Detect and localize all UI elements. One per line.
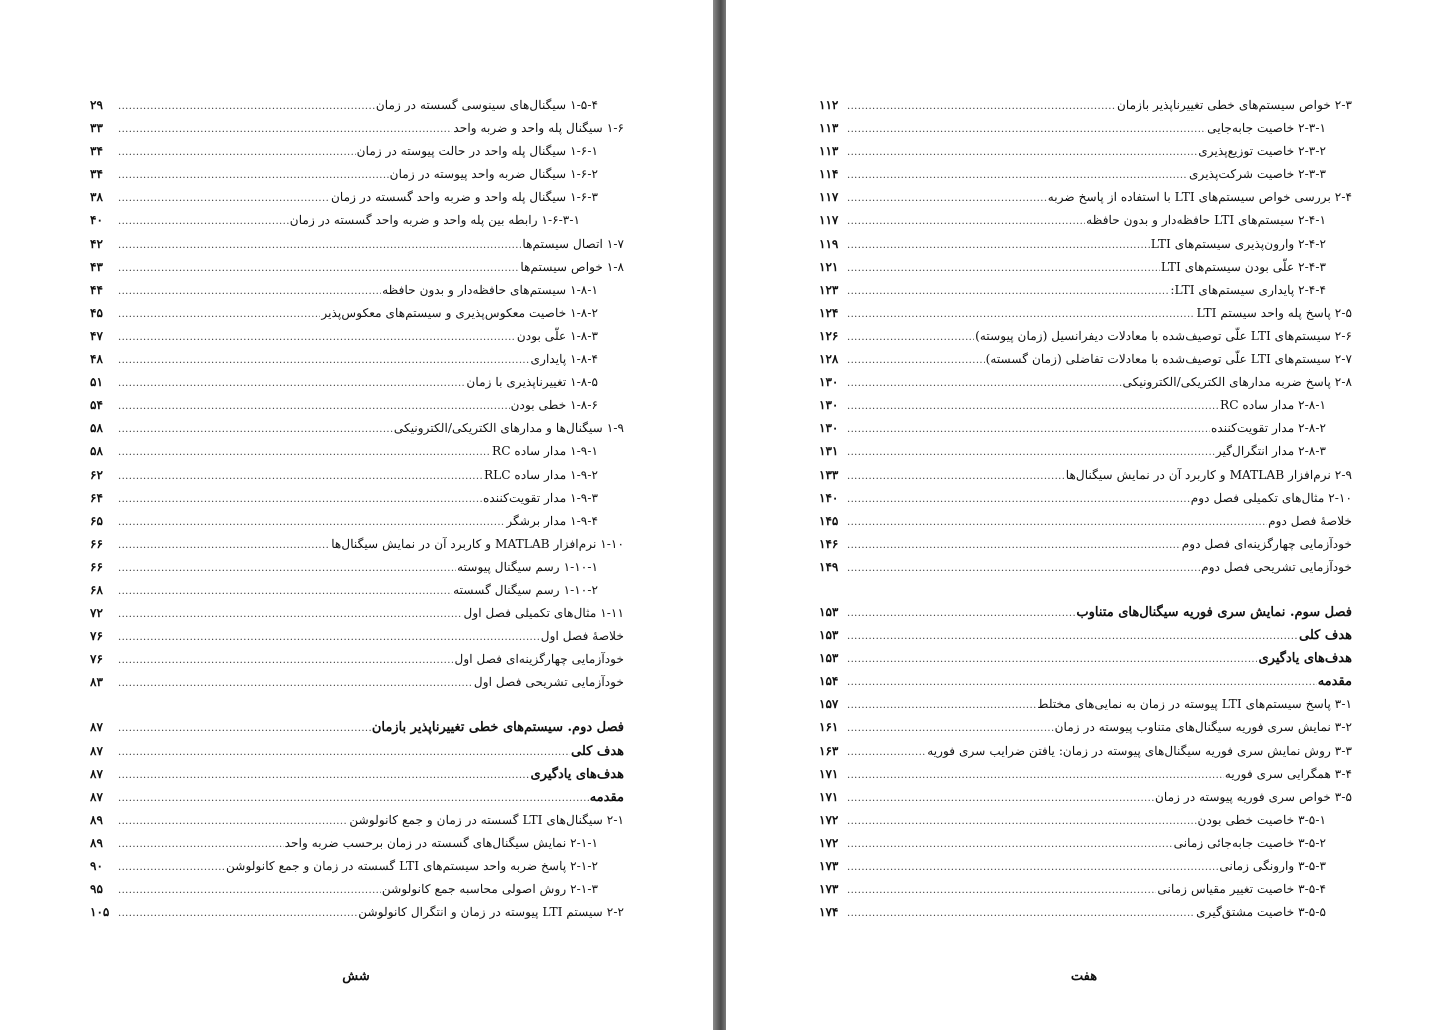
toc-entry bbox=[819, 670, 1352, 693]
toc-entry-title: خودآزمایی چهارگزینه‌ای فصل اول bbox=[454, 652, 624, 667]
toc-entry bbox=[90, 740, 624, 763]
toc-entry-page-number: ۱۷۱ bbox=[819, 789, 839, 804]
toc-entry-page-number: ۱۴۶ bbox=[819, 536, 839, 551]
toc-entry-page-number: ۳۴ bbox=[90, 167, 103, 182]
toc-entry-page-number: ۱۱۴ bbox=[819, 167, 839, 182]
dot-leader bbox=[118, 488, 482, 511]
toc-spacer bbox=[90, 694, 624, 716]
dot-leader bbox=[118, 557, 456, 580]
toc-entry-title: ۲-۴-۳ علّی بودن سیستم‌های LTI bbox=[1160, 259, 1326, 274]
toc-entry-page-number: ۱۲۱ bbox=[819, 259, 839, 274]
dot-leader bbox=[847, 164, 1188, 187]
dot-leader bbox=[847, 741, 926, 764]
toc-entry bbox=[819, 209, 1352, 232]
dot-leader bbox=[847, 671, 1317, 694]
toc-entry-title: ۱-۹-۲ مدار ساده RLC bbox=[483, 467, 598, 482]
toc-entry-page-number: ۱۲۳ bbox=[819, 282, 839, 297]
table-of-contents-left bbox=[90, 94, 624, 924]
toc-entry bbox=[90, 186, 624, 209]
toc-entry-title: ۲-۴-۲ وارون‌پذیری سیستم‌های LTI bbox=[1150, 236, 1326, 251]
dot-leader bbox=[118, 649, 453, 672]
toc-entry-title: ۲-۱-۳ روش اصولی محاسبه جمع کانولوشن bbox=[381, 882, 598, 897]
dot-leader bbox=[118, 349, 530, 372]
toc-entry bbox=[819, 693, 1352, 716]
toc-entry-page-number: ۱۵۳ bbox=[819, 628, 839, 643]
toc-entry-page-number: ۱۱۹ bbox=[819, 236, 839, 251]
dot-leader bbox=[847, 141, 1197, 164]
toc-entry-title: ۲-۸-۳ مدار انتگرال‌گیر bbox=[1215, 444, 1326, 459]
left-page bbox=[0, 0, 713, 1030]
toc-entry-page-number: ۱۲۴ bbox=[819, 305, 839, 320]
dot-leader bbox=[118, 95, 375, 118]
dot-leader bbox=[847, 418, 1210, 441]
dot-leader bbox=[118, 257, 519, 280]
page-folio-right: هفت bbox=[1070, 969, 1098, 984]
dot-leader bbox=[118, 672, 473, 695]
dot-leader bbox=[118, 810, 348, 833]
toc-entry bbox=[819, 624, 1352, 647]
dot-leader bbox=[847, 694, 1036, 717]
dot-leader bbox=[847, 234, 1150, 257]
toc-entry-page-number: ۸۹ bbox=[90, 812, 103, 827]
toc-entry-page-number: ۴۳ bbox=[90, 259, 103, 274]
toc-entry-title: خلاصهٔ فصل اول bbox=[540, 629, 624, 644]
toc-entry-title: ۲-۱-۲ پاسخ ضربه واحد سیستم‌های LTI گسسته در زمان و جمع کانولوشن bbox=[226, 859, 598, 873]
toc-entry-title: خودآزمایی چهارگزینه‌ای فصل دوم bbox=[1181, 536, 1352, 551]
dot-leader bbox=[118, 534, 330, 557]
toc-entry-page-number: ۱۵۳ bbox=[819, 604, 839, 619]
toc-entry-page-number: ۶۶ bbox=[90, 536, 103, 551]
toc-entry-page-number: ۲۹ bbox=[90, 98, 103, 112]
toc-entry-title: ۱-۶-۳-۱ رابطه بین پله واحد و ضربه واحد گسسته در زمان bbox=[289, 213, 580, 228]
toc-entry bbox=[819, 487, 1352, 510]
toc-entry bbox=[90, 325, 624, 348]
dot-leader bbox=[847, 511, 1267, 534]
toc-entry-title: ۲-۳-۳ خاصیت شرکت‌پذیری bbox=[1188, 167, 1326, 182]
dot-leader bbox=[118, 787, 589, 810]
toc-entry bbox=[819, 464, 1352, 487]
table-of-contents-right bbox=[819, 94, 1352, 924]
toc-entry-title: ۱-۹-۳ مدار تقویت‌کننده bbox=[483, 490, 598, 505]
toc-entry-page-number: ۶۸ bbox=[90, 582, 103, 597]
toc-entry-page-number: ۱۳۰ bbox=[819, 375, 839, 390]
dot-leader bbox=[118, 741, 570, 764]
toc-entry-title: ۳-۵-۱ خاصیت خطی بودن bbox=[1197, 812, 1326, 827]
toc-entry-page-number: ۸۷ bbox=[90, 743, 103, 758]
toc-entry-title: ۲-۱-۱ نمایش سیگنال‌های گسسته در زمان برحسب ضربه واحد bbox=[284, 835, 598, 850]
dot-leader bbox=[118, 303, 320, 326]
toc-entry-title: ۳-۳ روش نمایش سری فوریه سیگنال‌های پیوسته در زمان: یافتن ضرایب سری فوریه bbox=[927, 743, 1352, 758]
toc-entry-title: هدف‌های یادگیری bbox=[530, 766, 624, 782]
dot-leader bbox=[118, 164, 389, 187]
toc-entry bbox=[90, 163, 624, 186]
toc-entry-page-number: ۵۴ bbox=[90, 398, 103, 413]
toc-entry-page-number: ۳۳ bbox=[90, 121, 103, 136]
toc-entry-title: خلاصهٔ فصل دوم bbox=[1268, 513, 1352, 528]
toc-entry-page-number: ۸۳ bbox=[90, 675, 103, 690]
toc-entry bbox=[819, 371, 1352, 394]
toc-entry-page-number: ۱۱۳ bbox=[819, 121, 839, 136]
toc-entry bbox=[90, 579, 624, 602]
toc-entry bbox=[819, 440, 1352, 463]
toc-entry-page-number: ۳۴ bbox=[90, 144, 103, 159]
toc-entry-page-number: ۱۴۰ bbox=[819, 490, 839, 505]
dot-leader bbox=[847, 349, 985, 372]
toc-entry-page-number: ۴۲ bbox=[90, 236, 103, 251]
dot-leader bbox=[847, 856, 1218, 879]
toc-entry-title: ۱-۵-۴ سیگنال‌های سینوسی گسسته در زمان bbox=[375, 98, 598, 112]
toc-entry-title: ۱-۶-۳ سیگنال پله واحد و ضربه واحد گسسته در زمان bbox=[330, 190, 598, 205]
toc-entry-page-number: ۵۱ bbox=[90, 375, 103, 390]
toc-entry-title: ۲-۸-۲ مدار تقویت‌کننده bbox=[1211, 421, 1326, 436]
toc-entry-title: خودآزمایی تشریحی فصل اول bbox=[473, 675, 624, 690]
dot-leader bbox=[118, 580, 452, 603]
dot-leader bbox=[118, 626, 540, 649]
toc-entry bbox=[90, 371, 624, 394]
toc-entry-page-number: ۵۸ bbox=[90, 421, 103, 436]
toc-entry-title: ۳-۴ همگرایی سری فوریه bbox=[1224, 766, 1352, 781]
toc-entry-page-number: ۱۵۷ bbox=[819, 697, 839, 712]
toc-entry bbox=[819, 601, 1352, 624]
toc-entry-page-number: ۱۷۲ bbox=[819, 835, 839, 850]
toc-entry-title: مقدمه bbox=[589, 789, 624, 805]
toc-entry-page-number: ۸۷ bbox=[90, 789, 103, 804]
toc-entry-page-number: ۴۴ bbox=[90, 282, 103, 297]
right-page bbox=[726, 0, 1443, 1030]
toc-entry bbox=[90, 648, 624, 671]
toc-entry bbox=[90, 464, 624, 487]
toc-entry-title: فصل سوم. نمایش سری فوریه سیگنال‌های متناوب bbox=[1076, 604, 1352, 620]
toc-entry bbox=[819, 186, 1352, 209]
toc-entry-title: ۲-۱ سیگنال‌های LTI گسسته در زمان و جمع کانولوشن bbox=[349, 812, 624, 827]
dot-leader bbox=[847, 879, 1156, 902]
toc-entry-title: ۲-۳ خواص سیستم‌های خطی تغییرناپذیر بازمان bbox=[1116, 98, 1352, 112]
toc-entry-page-number: ۱۳۰ bbox=[819, 421, 839, 436]
toc-entry bbox=[819, 163, 1352, 186]
dot-leader bbox=[118, 118, 452, 141]
toc-entry-page-number: ۱۱۳ bbox=[819, 144, 839, 159]
toc-entry-title: ۱-۸-۵ تغییرناپذیری با زمان bbox=[466, 375, 598, 390]
toc-entry-title: ۲-۷ سیستم‌های LTI علّی توصیف‌شده با معادلات تفاضلی (زمان گسسته) bbox=[985, 352, 1352, 367]
dot-leader bbox=[847, 810, 1197, 833]
toc-entry-page-number: ۱۳۰ bbox=[819, 398, 839, 413]
dot-leader bbox=[847, 303, 1195, 326]
toc-entry bbox=[90, 901, 624, 924]
toc-entry bbox=[819, 763, 1352, 786]
toc-entry bbox=[819, 140, 1352, 163]
toc-entry bbox=[90, 809, 624, 832]
dot-leader bbox=[118, 280, 381, 303]
toc-entry-title: ۱-۱۰ نرم‌افزار MATLAB و کاربرد آن در نمایش سیگنال‌ها bbox=[331, 536, 624, 551]
toc-entry-page-number: ۱۵۳ bbox=[819, 651, 839, 666]
toc-entry-page-number: ۴۸ bbox=[90, 352, 103, 367]
dot-leader bbox=[118, 395, 510, 418]
toc-entry-title: ۱-۶-۱ سیگنال پله واحد در حالت پیوسته در زمان bbox=[356, 144, 598, 159]
toc-entry-title: ۲-۴ بررسی خواص سیستم‌های LTI با استفاده از پاسخ ضربه bbox=[1047, 190, 1352, 205]
dot-leader bbox=[118, 372, 465, 395]
toc-entry bbox=[90, 140, 624, 163]
toc-entry bbox=[819, 533, 1352, 556]
toc-entry bbox=[90, 763, 624, 786]
toc-entry-page-number: ۱۱۲ bbox=[819, 98, 839, 112]
toc-entry bbox=[819, 348, 1352, 371]
dot-leader bbox=[118, 856, 225, 879]
toc-entry-title: ۱-۸-۶ خطی بودن bbox=[510, 398, 598, 413]
toc-entry bbox=[90, 832, 624, 855]
toc-entry-title: ۱-۸-۳ علّی بودن bbox=[516, 328, 598, 343]
toc-entry-page-number: ۶۶ bbox=[90, 559, 103, 574]
toc-entry bbox=[90, 716, 624, 739]
toc-entry-page-number: ۳۸ bbox=[90, 190, 103, 205]
toc-entry bbox=[819, 901, 1352, 924]
toc-entry-page-number: ۵۸ bbox=[90, 444, 103, 459]
toc-entry-title: خودآزمایی تشریحی فصل دوم bbox=[1201, 559, 1352, 574]
toc-entry bbox=[819, 855, 1352, 878]
toc-entry bbox=[90, 602, 624, 625]
toc-entry-title: ۳-۵-۳ وارونگی زمانی bbox=[1219, 859, 1326, 873]
toc-entry bbox=[90, 209, 624, 232]
toc-entry-page-number: ۱۵۴ bbox=[819, 674, 839, 689]
toc-entry-title: ۱-۱۱ مثال‌های تکمیلی فصل اول bbox=[463, 606, 624, 621]
book-spine bbox=[713, 0, 726, 1030]
page-folio-left: شش bbox=[342, 969, 370, 984]
dot-leader bbox=[847, 257, 1160, 280]
toc-entry-page-number: ۱۰۵ bbox=[90, 905, 110, 920]
dot-leader bbox=[118, 833, 284, 856]
toc-entry bbox=[90, 878, 624, 901]
dot-leader bbox=[118, 603, 462, 626]
toc-entry bbox=[90, 510, 624, 533]
toc-entry-title: فصل دوم. سیستم‌های خطی تغییرناپذیر بازمان bbox=[371, 720, 624, 736]
toc-entry-title: هدف‌های یادگیری bbox=[1258, 651, 1352, 667]
toc-entry-title: ۳-۵ خواص سری فوریه پیوسته در زمان bbox=[1154, 789, 1352, 804]
dot-leader bbox=[118, 210, 289, 233]
dot-leader bbox=[847, 833, 1173, 856]
dot-leader bbox=[118, 418, 393, 441]
dot-leader bbox=[847, 787, 1154, 810]
toc-spacer bbox=[819, 579, 1352, 601]
toc-entry bbox=[819, 510, 1352, 533]
toc-entry-title: ۲-۵ پاسخ پله واحد سیستم LTI bbox=[1196, 305, 1352, 320]
toc-entry-page-number: ۷۲ bbox=[90, 606, 103, 621]
toc-entry-title: ۳-۵-۴ خاصیت تغییر مقیاس زمانی bbox=[1157, 882, 1326, 897]
toc-entry-page-number: ۸۷ bbox=[90, 720, 103, 735]
toc-entry-page-number: ۱۴۵ bbox=[819, 513, 839, 528]
toc-entry-page-number: ۴۰ bbox=[90, 213, 103, 228]
toc-entry bbox=[90, 556, 624, 579]
toc-entry-page-number: ۴۵ bbox=[90, 305, 103, 320]
dot-leader bbox=[847, 326, 974, 349]
toc-entry-title: ۱-۸-۱ سیستم‌های حافظه‌دار و بدون حافظه bbox=[382, 282, 598, 297]
dot-leader bbox=[118, 234, 521, 257]
toc-entry bbox=[819, 786, 1352, 809]
dot-leader bbox=[847, 441, 1215, 464]
dot-leader bbox=[847, 902, 1195, 925]
toc-entry-title: ۳-۵-۵ خاصیت مشتق‌گیری bbox=[1196, 905, 1326, 920]
dot-leader bbox=[847, 95, 1116, 118]
dot-leader bbox=[847, 280, 1169, 303]
toc-entry bbox=[90, 94, 624, 117]
toc-entry-page-number: ۶۵ bbox=[90, 513, 103, 528]
dot-leader bbox=[847, 602, 1075, 625]
toc-entry-page-number: ۱۷۴ bbox=[819, 905, 839, 920]
toc-entry bbox=[819, 256, 1352, 279]
dot-leader bbox=[118, 717, 371, 740]
toc-entry bbox=[90, 440, 624, 463]
toc-entry-title: ۲-۳-۱ خاصیت جابه‌جایی bbox=[1207, 121, 1326, 136]
toc-entry-title: ۱-۷ اتصال سیستم‌ها bbox=[522, 236, 624, 251]
toc-entry-page-number: ۱۷۲ bbox=[819, 812, 839, 827]
toc-entry bbox=[819, 647, 1352, 670]
toc-entry-page-number: ۷۶ bbox=[90, 629, 103, 644]
dot-leader bbox=[118, 141, 356, 164]
dot-leader bbox=[847, 488, 1190, 511]
toc-entry bbox=[819, 809, 1352, 832]
toc-entry bbox=[90, 233, 624, 256]
dot-leader bbox=[847, 395, 1219, 418]
toc-entry-page-number: ۱۲۸ bbox=[819, 352, 839, 367]
toc-entry-page-number: ۱۱۷ bbox=[819, 190, 839, 205]
dot-leader bbox=[118, 326, 516, 349]
dot-leader bbox=[118, 187, 330, 210]
toc-entry-page-number: ۴۷ bbox=[90, 328, 103, 343]
toc-entry-title: ۲-۶ سیستم‌های LTI علّی توصیف‌شده با معادلات دیفرانسیل (زمان پیوسته) bbox=[975, 328, 1352, 343]
toc-entry-title: ۱-۸-۲ خاصیت معکوس‌پذیری و سیستم‌های معکوس‌پذیر bbox=[321, 305, 598, 320]
toc-entry-title: ۱-۶ سیگنال پله واحد و ضربه واحد bbox=[453, 121, 624, 136]
toc-entry-page-number: ۱۷۱ bbox=[819, 766, 839, 781]
toc-entry bbox=[90, 625, 624, 648]
toc-entry-title: ۱-۸ خواص سیستم‌ها bbox=[520, 259, 624, 274]
toc-entry-title: ۱-۹-۴ مدار برشگر bbox=[506, 513, 598, 528]
dot-leader bbox=[847, 465, 1065, 488]
dot-leader bbox=[118, 902, 357, 925]
toc-entry bbox=[819, 233, 1352, 256]
toc-entry bbox=[819, 117, 1352, 140]
toc-entry-title: مقدمه bbox=[1317, 674, 1352, 690]
dot-leader bbox=[118, 511, 505, 534]
dot-leader bbox=[847, 764, 1224, 787]
toc-entry-title: ۱-۱۰-۱ رسم سیگنال پیوسته bbox=[457, 559, 598, 574]
dot-leader bbox=[847, 648, 1257, 671]
toc-entry-title: ۳-۱ پاسخ سیستم‌های LTI پیوسته در زمان به نمایی‌های مختلط bbox=[1037, 697, 1352, 712]
toc-entry-page-number: ۹۰ bbox=[90, 859, 103, 873]
toc-entry bbox=[90, 117, 624, 140]
toc-entry bbox=[819, 94, 1352, 117]
toc-entry-title: ۱-۱۰-۲ رسم سیگنال گسسته bbox=[453, 582, 598, 597]
toc-entry bbox=[90, 855, 624, 878]
toc-entry-title: ۲-۸ پاسخ ضربه مدارهای الکتریکی/الکترونیکی bbox=[1122, 375, 1352, 390]
toc-entry-page-number: ۱۱۷ bbox=[819, 213, 839, 228]
toc-entry-page-number: ۷۶ bbox=[90, 652, 103, 667]
dot-leader bbox=[118, 879, 381, 902]
toc-entry bbox=[90, 394, 624, 417]
dot-leader bbox=[847, 118, 1206, 141]
toc-entry bbox=[90, 279, 624, 302]
toc-entry bbox=[90, 533, 624, 556]
toc-entry bbox=[819, 325, 1352, 348]
toc-entry-page-number: ۱۷۳ bbox=[819, 859, 839, 873]
toc-entry-page-number: ۱۶۱ bbox=[819, 720, 839, 735]
toc-entry-title: ۳-۵-۲ خاصیت جابه‌جائی زمانی bbox=[1173, 835, 1326, 850]
toc-entry-title: هدف کلی bbox=[570, 743, 624, 759]
toc-entry bbox=[90, 417, 624, 440]
toc-entry bbox=[819, 740, 1352, 763]
dot-leader bbox=[847, 372, 1122, 395]
toc-entry-title: ۲-۴-۴ پایداری سیستم‌های LTI: bbox=[1170, 282, 1326, 297]
toc-entry-title: ۲-۲ سیستم LTI پیوسته در زمان و انتگرال کانولوشن bbox=[358, 905, 624, 920]
toc-entry-page-number: ۸۷ bbox=[90, 766, 103, 781]
toc-entry-title: ۲-۴-۱ سیستم‌های LTI حافظه‌دار و بدون حافظه bbox=[1086, 213, 1326, 228]
toc-entry-title: ۳-۲ نمایش سری فوریه سیگنال‌های متناوب پیوسته در زمان bbox=[1054, 720, 1352, 735]
toc-entry-page-number: ۸۹ bbox=[90, 835, 103, 850]
toc-entry bbox=[90, 786, 624, 809]
toc-entry bbox=[819, 556, 1352, 579]
toc-entry-title: هدف کلی bbox=[1298, 628, 1352, 644]
toc-entry-page-number: ۱۳۳ bbox=[819, 467, 839, 482]
toc-entry bbox=[90, 302, 624, 325]
toc-entry-page-number: ۱۶۳ bbox=[819, 743, 839, 758]
toc-entry-page-number: ۹۵ bbox=[90, 882, 103, 897]
toc-entry bbox=[90, 671, 624, 694]
toc-entry-page-number: ۱۷۳ bbox=[819, 882, 839, 897]
toc-entry-title: ۲-۱۰ مثال‌های تکمیلی فصل دوم bbox=[1190, 490, 1352, 505]
dot-leader bbox=[847, 557, 1200, 580]
toc-entry-title: ۱-۶-۲ سیگنال ضربه واحد پیوسته در زمان bbox=[389, 167, 598, 182]
dot-leader bbox=[118, 764, 529, 787]
toc-entry bbox=[819, 832, 1352, 855]
toc-entry bbox=[819, 716, 1352, 739]
toc-entry-page-number: ۱۲۶ bbox=[819, 328, 839, 343]
dot-leader bbox=[847, 210, 1085, 233]
toc-entry-page-number: ۱۴۹ bbox=[819, 559, 839, 574]
dot-leader bbox=[847, 717, 1054, 740]
toc-entry bbox=[90, 348, 624, 371]
dot-leader bbox=[847, 187, 1047, 210]
toc-entry bbox=[819, 417, 1352, 440]
toc-entry bbox=[90, 487, 624, 510]
toc-entry-title: ۱-۹ سیگنال‌ها و مدارهای الکتریکی/الکترونیکی bbox=[393, 421, 624, 436]
dot-leader bbox=[118, 441, 491, 464]
toc-entry bbox=[819, 302, 1352, 325]
toc-entry bbox=[819, 878, 1352, 901]
dot-leader bbox=[847, 534, 1181, 557]
toc-entry-title: ۲-۳-۲ خاصیت توزیع‌پذیری bbox=[1198, 144, 1326, 159]
toc-entry-title: ۲-۹ نرم‌افزار MATLAB و کاربرد آن در نمایش سیگنال‌ها bbox=[1065, 467, 1352, 482]
dot-leader bbox=[118, 465, 483, 488]
toc-entry-page-number: ۶۴ bbox=[90, 490, 103, 505]
toc-entry-page-number: ۱۳۱ bbox=[819, 444, 839, 459]
toc-entry-title: ۲-۸-۱ مدار ساده RC bbox=[1220, 398, 1326, 413]
toc-entry bbox=[90, 256, 624, 279]
toc-entry-page-number: ۶۲ bbox=[90, 467, 103, 482]
toc-entry bbox=[819, 394, 1352, 417]
toc-entry-title: ۱-۸-۴ پایداری bbox=[530, 352, 598, 367]
toc-entry-title: ۱-۹-۱ مدار ساده RC bbox=[492, 444, 598, 459]
toc-entry bbox=[819, 279, 1352, 302]
dot-leader bbox=[847, 625, 1298, 648]
